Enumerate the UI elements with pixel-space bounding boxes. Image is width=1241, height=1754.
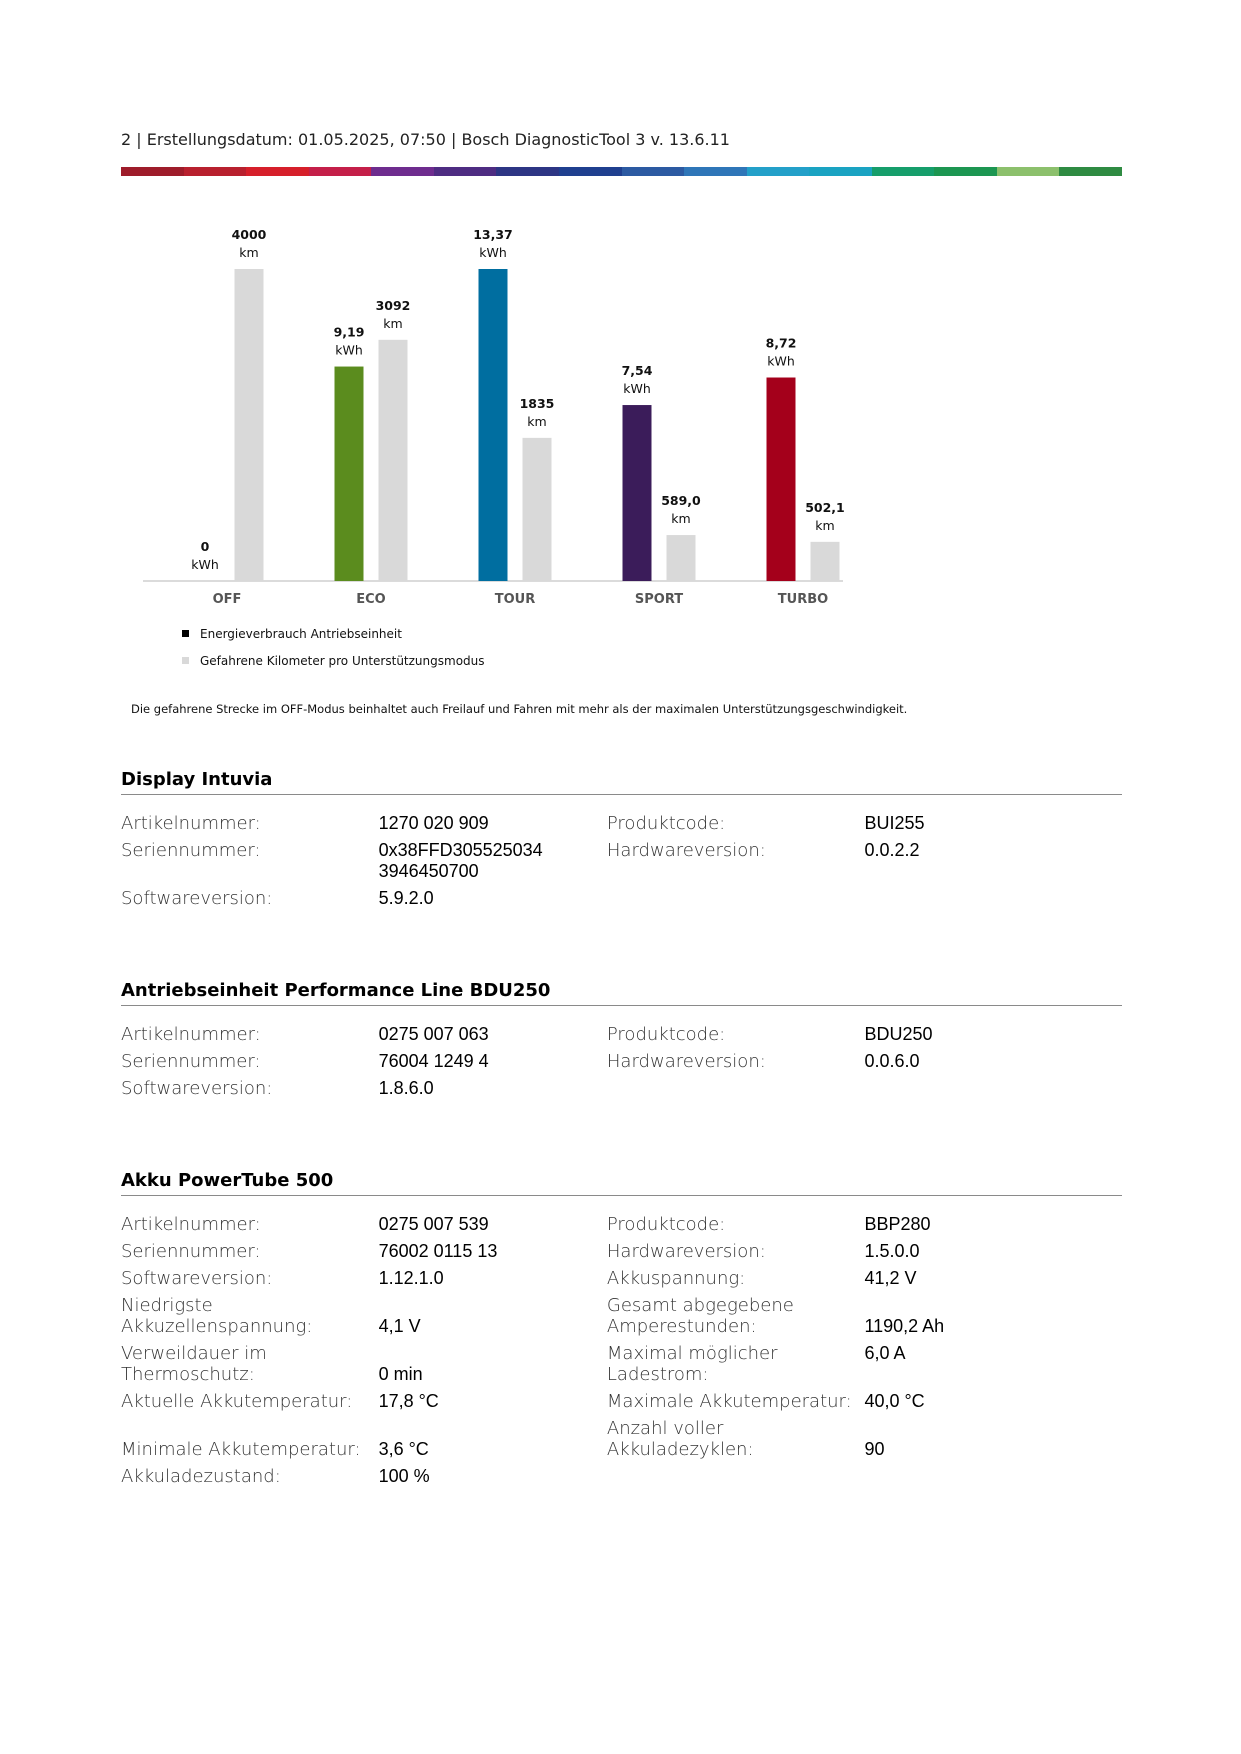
field-label: Niedrigste Akkuzellenspannung: (121, 1295, 313, 1337)
section-battery (121, 1170, 1122, 1493)
color-bar-segment (934, 167, 997, 176)
section-title: Display Intuvia (121, 769, 1122, 795)
field-value: 3,6 °C (378, 1439, 429, 1459)
section-drive-unit (121, 980, 1122, 1105)
data-label-kwh-unit: kWh (479, 245, 507, 260)
color-bar-segment (309, 167, 372, 176)
field-label: Artikelnummer: (121, 813, 261, 834)
bar-kwh (767, 378, 796, 581)
bar-kwh (623, 405, 652, 581)
x-tick-label: ECO (356, 592, 386, 607)
field-label: Produktcode: (606, 1214, 726, 1235)
legend-label-kwh: Energieverbrauch Antriebseinheit (200, 627, 402, 641)
info-row (121, 1078, 1122, 1099)
mode-consumption-chart (121, 200, 861, 680)
data-label-km-value: 502,1 (805, 499, 845, 515)
field-value: 1.12.1.0 (378, 1268, 444, 1288)
color-bar-segment (997, 167, 1060, 176)
field-label: Minimale Akkutemperatur: (121, 1439, 361, 1460)
field-value: 0 min (378, 1364, 423, 1384)
x-tick-label: TOUR (494, 592, 536, 607)
field-value: 17,8 °C (378, 1391, 439, 1411)
color-bar-segment (496, 167, 559, 176)
color-bar-segment (809, 167, 872, 176)
data-label-kwh-value: 0 (200, 539, 210, 554)
field-value: 41,2 V (864, 1268, 917, 1288)
info-row (121, 1051, 1122, 1072)
data-label-kwh-value: 13,37 (473, 227, 513, 242)
field-value: 0275 007 539 (378, 1214, 489, 1234)
x-tick-label: OFF (212, 592, 242, 607)
field-value: 76002 0115 13 (378, 1241, 498, 1261)
field-value: 0275 007 063 (378, 1024, 489, 1044)
field-label: Maximal möglicher Ladestrom: (606, 1343, 778, 1385)
field-value: 0.0.2.2 (864, 840, 920, 860)
section-title: Antriebseinheit Performance Line BDU250 (121, 980, 1122, 1006)
field-label: Produktcode: (606, 813, 726, 834)
data-label-km-value: 1835 (519, 395, 555, 411)
bar-km (523, 438, 552, 581)
data-label-km-unit: km (239, 245, 259, 260)
field-value: 40,0 °C (864, 1391, 925, 1411)
legend-swatch-km (182, 657, 189, 664)
data-label-km-unit: km (671, 511, 691, 527)
field-label: Hardwareversion: (606, 1051, 766, 1072)
field-value: 6,0 A (864, 1343, 906, 1363)
color-bar-segment (184, 167, 247, 176)
field-label: Gesamt abgegebene Amperestunden: (606, 1295, 794, 1337)
info-row (121, 1268, 1122, 1289)
field-value: 1190,2 Ah (864, 1316, 945, 1336)
color-bar-segment (684, 167, 747, 176)
field-label: Hardwareversion: (606, 1241, 766, 1262)
data-label-km-value: 589,0 (661, 493, 701, 509)
data-label-km-value: 3092 (375, 297, 411, 313)
data-label-km-unit: km (815, 517, 835, 533)
field-label: Softwareversion: (121, 888, 273, 909)
color-bar-segment (246, 167, 309, 176)
field-value: BBP280 (864, 1214, 931, 1234)
bar-km (235, 269, 264, 581)
field-value: 76004 1249 4 (378, 1051, 489, 1071)
color-bar-segment (872, 167, 935, 176)
data-label-kwh-value: 7,54 (621, 363, 653, 379)
field-value: 1270 020 909 (378, 813, 489, 833)
field-label: Anzahl voller Akkuladezyklen: (606, 1418, 754, 1460)
info-row (121, 1391, 1122, 1412)
field-label: Softwareversion: (121, 1268, 273, 1289)
legend-swatch-kwh (182, 630, 189, 637)
bar-km (667, 535, 696, 581)
info-row (121, 888, 1122, 909)
field-value: 4,1 V (378, 1316, 421, 1336)
chart-footnote: Die gefahrene Strecke im OFF-Modus beinhaltet auch Freilauf und Fahren mit mehr als der maximalen Unterstützungsgeschwindigkeit. (131, 702, 908, 716)
brand-color-bar (121, 167, 1122, 176)
color-bar-segment (622, 167, 685, 176)
info-row (121, 1295, 1122, 1337)
legend-label-km: Gefahrene Kilometer pro Unterstützungsmodus (200, 654, 485, 668)
info-row (121, 1418, 1122, 1460)
bar-kwh (335, 367, 364, 581)
field-value: 1.5.0.0 (864, 1241, 920, 1261)
field-label: Hardwareversion: (606, 840, 766, 861)
field-value: 5.9.2.0 (378, 888, 434, 908)
color-bar-segment (1059, 167, 1122, 176)
data-label-kwh-value: 9,19 (333, 324, 365, 340)
data-label-kwh-value: 8,72 (765, 335, 797, 351)
info-row (121, 813, 1122, 834)
field-label: Seriennummer: (121, 1051, 261, 1072)
x-tick-label: SPORT (634, 592, 684, 607)
field-value: BUI255 (864, 813, 925, 833)
field-label: Aktuelle Akkutemperatur: (121, 1391, 353, 1412)
field-label: Akkuspannung: (606, 1268, 746, 1289)
field-value: 1.8.6.0 (378, 1078, 434, 1098)
field-label: Seriennummer: (121, 1241, 261, 1262)
data-label-km-unit: km (527, 413, 547, 429)
field-value: 0.0.6.0 (864, 1051, 920, 1071)
info-row (121, 1466, 1122, 1487)
field-label: Akkuladezustand: (121, 1466, 281, 1487)
field-label: Artikelnummer: (121, 1024, 261, 1045)
bar-kwh (479, 269, 508, 581)
field-label: Artikelnummer: (121, 1214, 261, 1235)
field-label: Seriennummer: (121, 840, 261, 861)
field-label: Softwareversion: (121, 1078, 273, 1099)
data-label-kwh-unit: kWh (623, 381, 651, 397)
bar-km (811, 542, 840, 581)
data-label-kwh-unit: kWh (191, 557, 219, 572)
data-label-kwh-unit: kWh (767, 353, 795, 369)
data-label-kwh-unit: kWh (335, 342, 363, 358)
field-label: Maximale Akkutemperatur: (606, 1391, 852, 1412)
field-value: BDU250 (864, 1024, 933, 1044)
field-value: 100 % (378, 1466, 430, 1486)
info-row (121, 840, 1122, 882)
color-bar-segment (559, 167, 622, 176)
field-label: Verweildauer im Thermoschutz: (121, 1343, 267, 1385)
field-label: Produktcode: (606, 1024, 726, 1045)
field-value: 0x38FFD305525034 3946450700 (378, 840, 543, 881)
field-value: 90 (864, 1439, 885, 1459)
color-bar-segment (371, 167, 434, 176)
info-row (121, 1343, 1122, 1385)
color-bar-segment (747, 167, 810, 176)
info-row (121, 1214, 1122, 1235)
data-label-km-unit: km (383, 315, 403, 331)
color-bar-segment (434, 167, 497, 176)
info-row (121, 1241, 1122, 1262)
info-row (121, 1024, 1122, 1045)
color-bar-segment (121, 167, 184, 176)
section-title: Akku PowerTube 500 (121, 1170, 1122, 1196)
x-tick-label: TURBO (777, 592, 829, 607)
data-label-km-value: 4000 (231, 227, 267, 242)
bar-km (379, 340, 408, 581)
page-header: 2 | Erstellungsdatum: 01.05.2025, 07:50 | Bosch DiagnosticTool 3 v. 13.6.11 (121, 130, 730, 149)
section-display (121, 769, 1122, 915)
